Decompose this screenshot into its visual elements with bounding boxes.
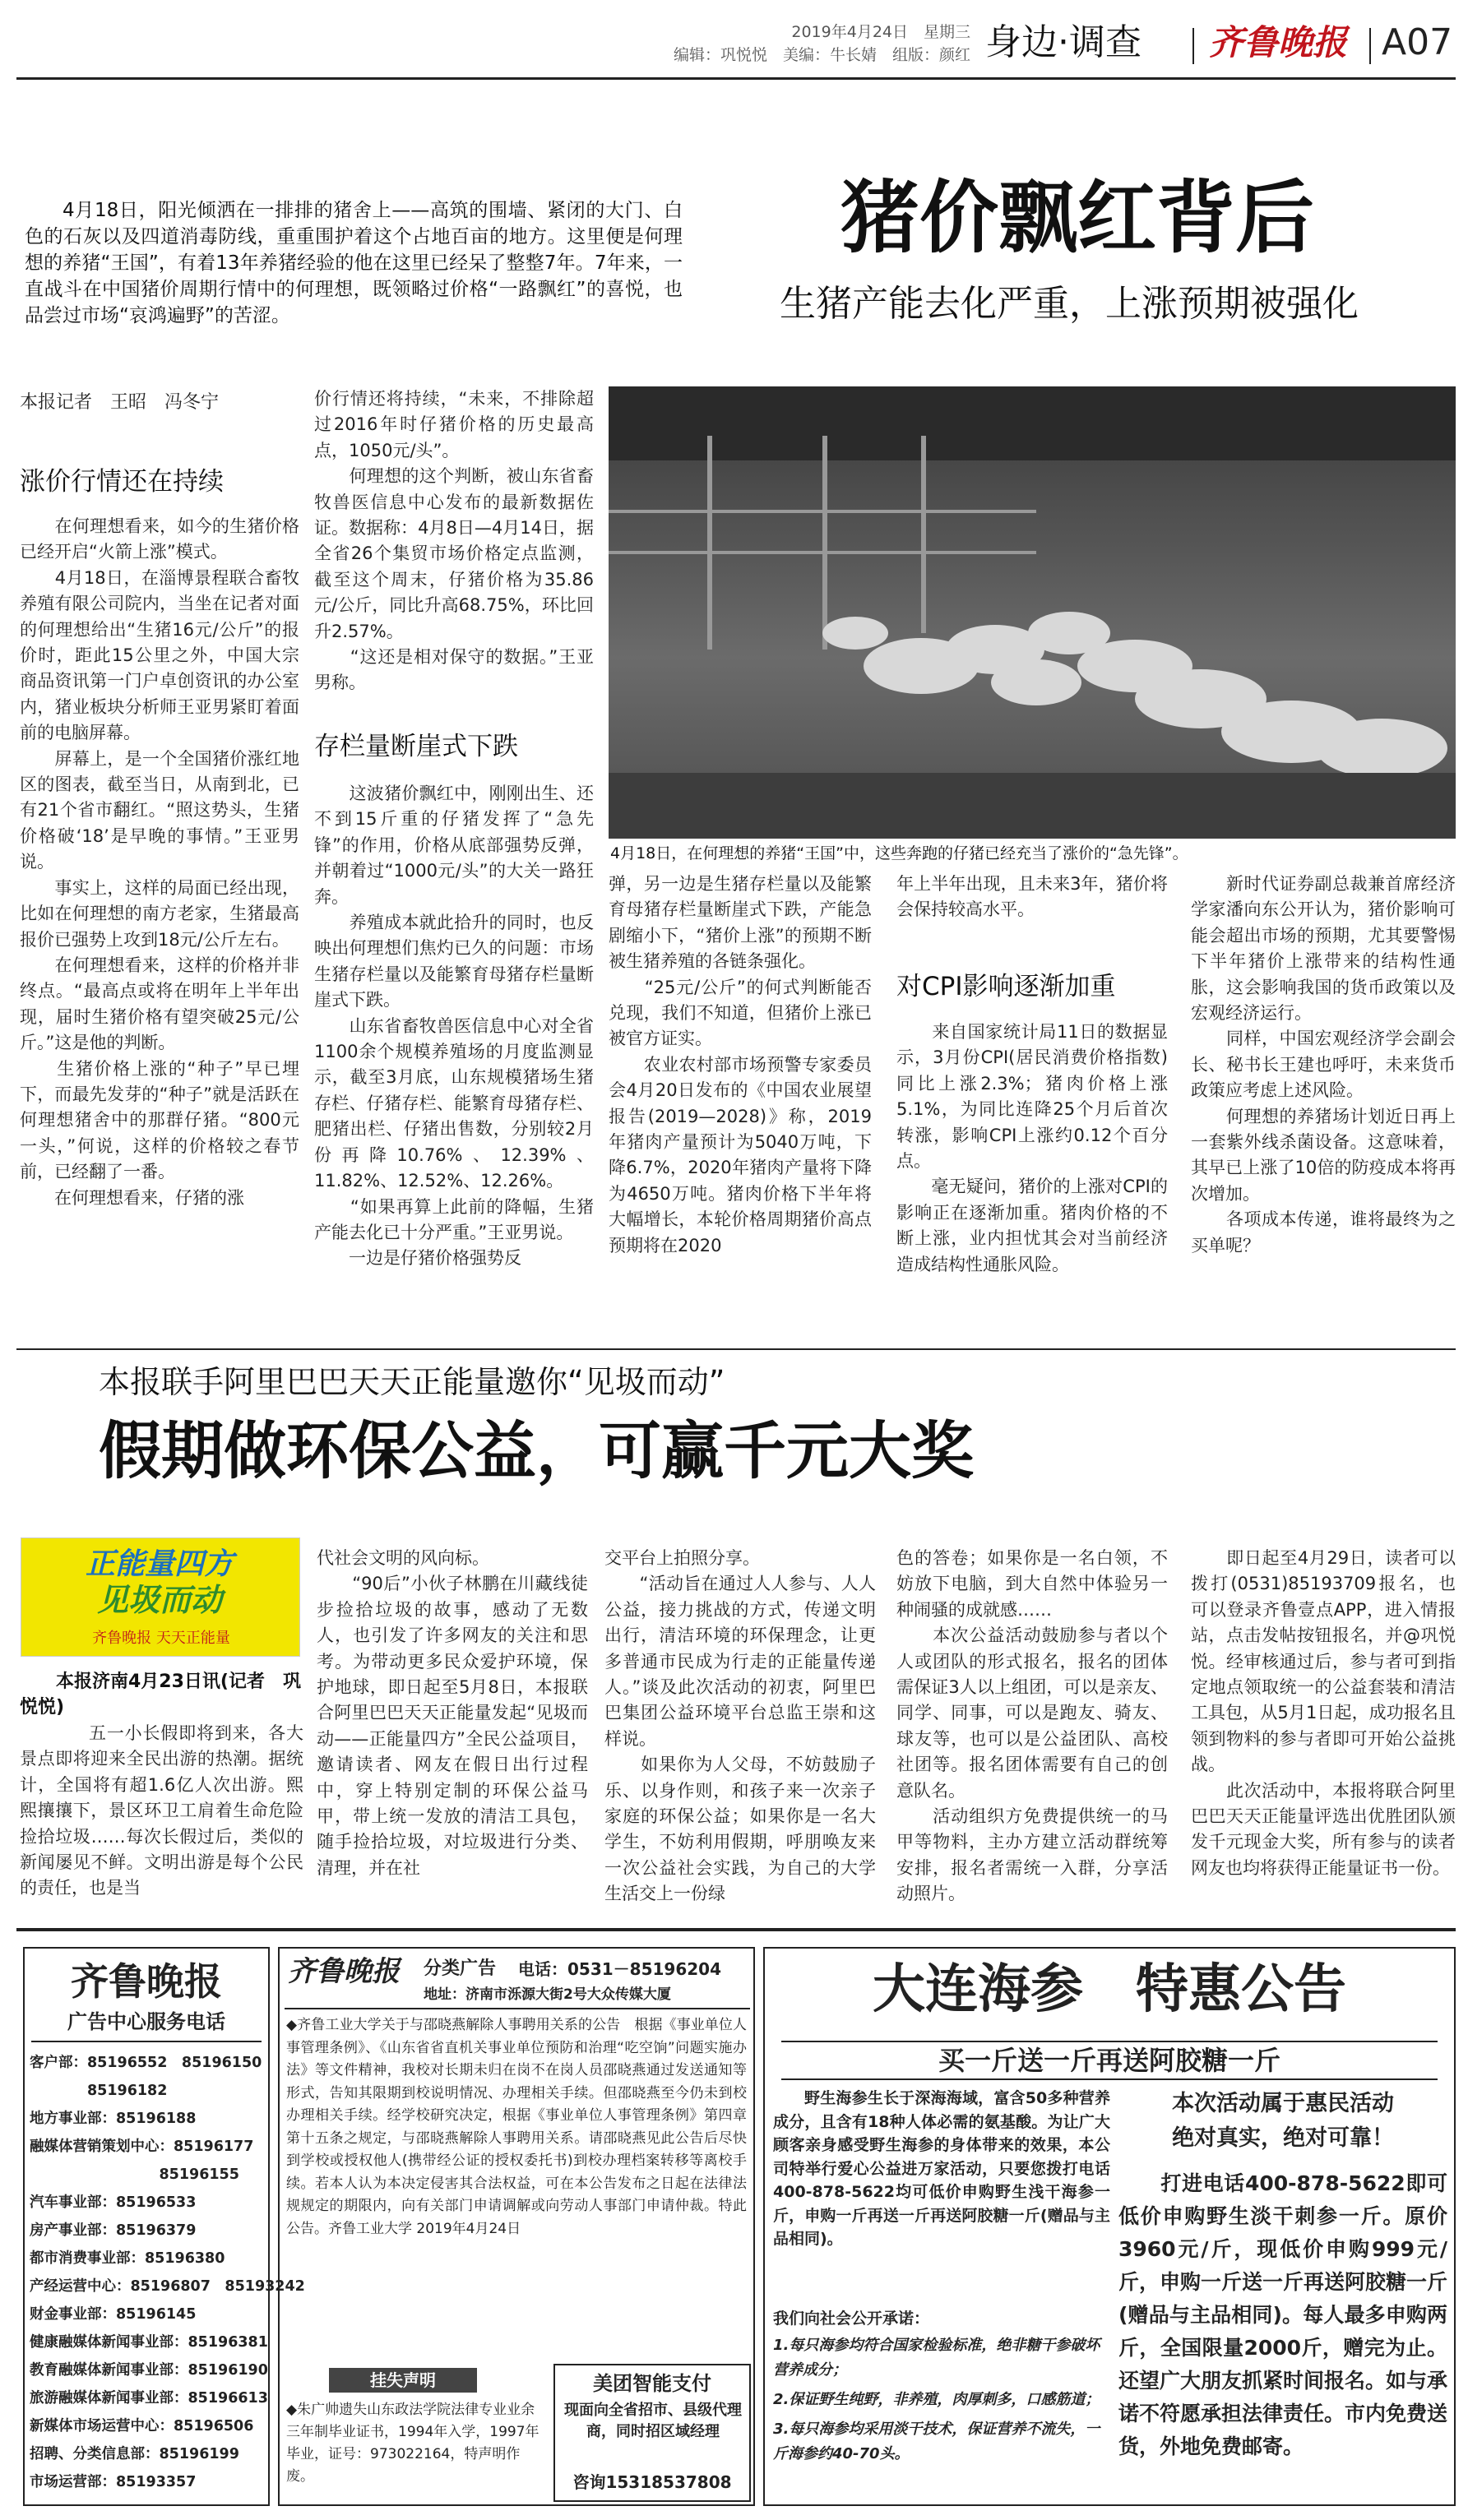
article-column-4a: 年上半年出现，且未来3年，猪价将会保持较高水平。 [896,874,1168,920]
ad2-address: 地址：济南市泺源大街2号大众传媒大厦 [424,1986,671,2003]
byline: 本报记者 王昭 冯冬宁 [20,392,220,413]
ad2-meituan-text: 现面向全省招市、县级代理商，同时招区域经理 [564,2402,742,2440]
ad-sea-cucumber [763,1947,1456,2506]
mid-column-4: 色的答卷；如果你是一名白领，不妨放下电脑，到大自然中体验另一种闹骚的成就感…… 本次公益活动鼓励参与者以个人或团队的形式报名，报名的团体需保证3人以上组团，可以是亲友、同学、同事，可以是跑友、骑友、球友等，也可以是公益团队、高校社团等。报名团体需要有自己的创意队名。 活动组织方免费提供统一的马甲等物料，主办方建立活动群统筹安排，报名者需统一入群，分享活动照片。 [896,1548,1168,1904]
subhead-stock-drop: 存栏量断崖式下跌 [314,732,518,761]
ad1-phone-row: 市场运营部：85193357 [30,2474,197,2490]
ad1-phone-row: 教育融媒体新闻事业部：85196190 [30,2362,268,2379]
editors-credit: 编辑：巩悦悦 美编：牛长婧 组版：颜红 [673,46,970,64]
ad1-phone-row: 都市消费事业部：85196380 [30,2250,225,2267]
pig-farm-photo [609,386,1456,839]
ad3-right-body: 打进电话400-878-5622即可低价申购野生淡干刺参一斤。原价3960元/斤，现低价申购999元/斤，申购一斤送一斤再送阿胶糖一斤(赠品与主品相同)。每人最多申购两斤，全国限量2000斤，赠完为止。还望广大朋友抓紧时间报名。如与承诺不符愿承担法律责任。市内免费送货，外地免费邮寄。 [1118,2171,1448,2458]
ad3-title: 大连海参 特惠公告 [873,1959,1346,2020]
ad2-meituan-title: 美团智能支付 [593,2372,711,2395]
article-column-1: 在何理想看来，如今的生猪价格已经开启“火箭上涨”模式。 4月18日，在淄博景程联合畜牧养殖有限公司院内，当坐在记者对面的何理想给出“生猪16元/公斤”的报价时，距此15公里之外，中国大宗商品资讯第一门户卓创资讯的办公室内，猪业板块分析师王亚男紧盯着面前的电脑屏幕。 屏幕上，是一个全国猪价涨红地区的图表，截至当日，从南到北，已有21个省市翻红。“照这势头，生猪价格破‘18’是早晚的事情。”王亚男说。 事实上，这样的局面已经出现，比如在何理想的南方老家，生猪最高报价已强势上攻到18元/公斤左右。 在何理想看来，这样的价格并非终点。“最高点或将在明年上半年出现，届时生猪价格有望突破25元/公斤。”这是他的判断。 生猪价格上涨的“种子”早已埋下，而最先发芽的“种子”就是活跃在何理想猪舍中的那群仔猪。“800元一头，”何说，这样的价格较之春节前，已经翻了一番。 在何理想看来，仔猪的涨 [20,516,299,1208]
mid-column-5: 即日起至4月29日，读者可以拨打(0531)85193709报名，也可以登录齐鲁壹点APP，进入情报站，点击发帖按钮报名，并@巩悦悦。经审核通过后，参与者可到指定地点领取统一的公益套装和清洁工具包，从5月1日起，成功报名且领到物料的参与者即可开始公益挑战。 此次活动中，本报将联合阿里巴巴天天正能量评选出优胜团队颁发千元现金大奖，所有参与的读者网友也均将获得正能量证书一份。 [1191,1548,1456,1878]
subheadline: 生猪产能去化严重，上涨预期被强化 [780,283,1359,325]
article-column-2b: 这波猪价飘红中，刚刚出生、还不到15斤重的仔猪发挥了“急先锋”的作用，价格从底部强势反弹，并朝着过“1000元/头”的大关一路狂奔。 养殖成本就此拾升的同时，也反映出何理想们焦灼已久的问题：市场生猪存栏量以及能繁育母猪存栏量断崖式下跌。 山东省畜牧兽医信息中心对全省1100余个规模养殖场的月度监测显示，截至3月底，山东规模猪场生猪存栏、仔猪存栏、能繁育母猪存栏、肥猪出栏、仔猪出售数，分别较2月份再降10.76%、12.39%、11.82%、12.52%、12.26%。 “如果再算上此前的降幅，生猪产能去化已十分严重。”王亚男说。 一边是仔猪价格强势反 [314,784,594,1269]
ad3-intro: 野生海参生长于深海海域，富含50多种营养成分，且含有18种人体必需的氨基酸。为让广大顾客亲身感受野生海参的身体带来的效果，本公司特举行爱心公益进万家活动，只要您拨打电话400-878-5622均可低价申购野生浅干海参一斤，申购一斤再送一斤再送阿胶糖一斤(赠品与主品相同)。 [773,2089,1110,2248]
mid-headline: 假期做环保公益，可赢千元大奖 [99,1414,974,1487]
subhead-cpi: 对CPI影响逐渐加重 [896,972,1116,1001]
ad2-phone: 电话：0531－85196204 [518,1959,721,1979]
ad2-notice: ◆齐鲁工业大学关于与邵晓燕解除人事聘用关系的公告 根据《事业单位人事管理条例》、《山东省省直机关事业单位预防和治理“吃空饷”问题实施办法》等文件精神，我校对长期未归在岗不在岗人员邵晓燕通过发送通知等形式，告知其限期到校说明情况、办理相关手续。但邵晓燕至今仍未到校办理相关手续。经学校研究决定，根据《事业单位人事管理条例》第四章第十五条之规定，与邵晓燕解除人事聘用关系。请邵晓燕见此公告后尽快到学校或授权他人(携带经公证的授权委托书)到校办理档案转移等离校手续。若本人认为本决定侵害其合法权益，可在本公告发布之日起在法律法规规定的期限内，向有关部门申请调解或向劳动人事部门申请仲裁。特此公告。齐鲁工业大学 2019年4月24日 [286,2017,747,2237]
mid-column-2: 代社会文明的风向标。 “90后”小伙子林鹏在川藏线徒步捡拾垃圾的故事，感动了无数人，也引发了许多网友的关注和思考。为带动更多民众爱护环境，保护地球，即日起至5月8日，本报联合阿里巴巴天天正能量发起“见圾而动——正能量四方”全民公益项目，邀请读者、网友在假日出行过程中，穿上特别定制的环保公益马甲，带上统一发放的清洁工具包，随手捡拾垃圾，对垃圾进行分类、清理，并在社 [317,1548,588,1878]
campaign-logo-main: 正能量四方 [85,1547,234,1581]
ad1-title: 齐鲁晚报 [71,1959,222,2004]
ad3-promise-title: 我们向社会公开承诺： [773,2310,930,2328]
ad-classifieds [278,1947,755,2506]
ads-divider [16,1928,1456,1931]
article-column-5: 新时代证券副总裁兼首席经济学家潘向东公开认为，猪价影响可能会超出市场的预期，尤其要警惕下半年猪价上涨带来的结构性通胀，这会影响我国的货币政策以及宏观经济运行。 同样，中国宏观经济学会副会长、秘书长王建也呼吁，未来货币政策应考虑上述风险。 何理想的养猪场计划近日再上一套紫外线杀菌设备。这意味着，其早已上涨了10倍的防疫成本将再次增加。 各项成本传递，谁将最终为之买单呢？ [1191,874,1456,1255]
ad3-promises [773,2333,1110,2471]
ad1-phone-row: 客户部：85196552 85196150 [30,2055,262,2071]
ad2-meituan-box [553,2364,751,2502]
ad2-lost-notice: ◆朱广帅遗失山东政法学院法律专业业余三年制毕业证书，1994年入学，1997年毕业，证号：973022164，特声明作废。 [286,2402,540,2485]
ad3-promise-item: 2.保证野生纯野，非养殖，肉厚刺多，口感筋道； [773,2391,1100,2408]
ad-service-phones [23,1947,305,2506]
campaign-logo-footer: 齐鲁晚报 天天正能量 [92,1630,230,1647]
ad2-meituan-phone: 咨询15318537808 [572,2472,732,2492]
headline: 猪价飘红背后 [841,172,1314,264]
ad1-phone-row: 85196155 [30,2166,239,2183]
header-rule [16,77,1456,80]
ad1-phone-row: 地方事业部：85196188 [30,2111,197,2127]
ad2-brand: 齐鲁晚报 [288,1955,400,1988]
photo-illustration [609,386,1456,839]
ad3-band: 买一斤送一斤再送阿胶糖一斤 [781,2041,1438,2080]
ad1-phone-row: 房产事业部：85196379 [30,2222,197,2239]
section-title: 身边·调查 [985,21,1142,63]
ad1-phone-list [30,2049,305,2496]
ad1-phone-row: 新媒体市场运营中心：85196506 [30,2418,254,2434]
ad3-promise-item: 1.每只海参均符合国家检验标准，绝非糖干参破坏营养成分； [773,2337,1100,2379]
subhead-price-trend: 涨价行情还在持续 [20,467,224,497]
ad2-lost-header: 挂失声明 [329,2368,477,2393]
ad1-phone-row: 融媒体营销策划中心：85196177 [30,2139,254,2155]
header-divider [1192,28,1194,64]
ad1-phone-row: 财金事业部：85196145 [30,2306,197,2323]
ad3-right-title: 本次活动属于惠民活动 绝对真实，绝对可靠！ [1172,2091,1394,2151]
article-column-3: 弹，另一边是生猪存栏量以及能繁育母猪存栏量断崖式下跌，产能急剧缩小下，“猪价上涨”的预期不断被生猪养殖的各链条强化。 “25元/公斤”的何式判断能否兑现，我们不知道，但猪价上涨已被官方证实。 农业农村部市场预警专家委员会4月20日发布的《中国农业展望报告(2019—2028)》称，2019年猪肉产量预计为5040万吨，下降6.7%，2020年猪肉产量将下降为4650万吨。猪肉价格下半年将大幅增长，本轮价格周期猪价高点预期将在2020 [609,874,872,1255]
ad1-phone-row: 健康融媒体新闻事业部：85196381 [30,2334,268,2351]
issue-date: 2019年4月24日 星期三 [791,23,970,41]
header-divider-2 [1369,28,1371,64]
article-column-4b: 来自国家统计局11日的数据显示，3月份CPI(居民消费价格指数)同比上涨2.3%；猪肉价格上涨5.1%，为同比连降25个月后首次转涨，影响CPI上涨约0.12个百分点。 毫无疑问，猪价的上涨对CPI的影响正在逐渐加重。猪肉价格的不断上涨，业内担忧其会对当前经济造成结构性通胀风险。 [896,1022,1168,1274]
lead-paragraph: 4月18日，阳光倾洒在一排排的猪舍上——高筑的围墙、紧闭的大门、白色的石灰以及四道消毒防线，重重围护着这个占地百亩的地方。这里便是何理想的养猪“王国”，有着13年养猪经验的他在这里已经呆了整整7年。7年来，一直战斗在中国猪价周期行情中的何理想，既领略过价格“一路飘红”的喜悦，也品尝过市场“哀鸿遍野”的苦涩。 [25,200,683,326]
mid-dateline: 本报济南4月23日讯(记者 巩悦悦) [20,1672,301,1718]
campaign-logo-sub: 见圾而动 [96,1582,222,1618]
story-divider [16,1348,1456,1350]
mid-column-1: 五一小长假即将到来，各大景点即将迎来全民出游的热潮。据统计，全国将有超1.6亿人次出游。熙熙攘攘下，景区环卫工肩着生命危险捡拾垃圾……每次长假过后，类似的新闻屡见不鲜。文明出游是每个公民的责任，也是当 [20,1723,303,1898]
ad3-promise-item: 3.每只海参均采用淡干技术，保证营养不流失，一斤海参约40-70头。 [773,2421,1100,2462]
brand-logo: 齐鲁晚报 [1209,22,1348,62]
ad2-label: 分类广告 [424,1958,497,1979]
mid-kicker: 本报联手阿里巴巴天天正能量邀你“见圾而动” [99,1364,725,1400]
ad1-phone-row: 旅游融媒体新闻事业部：85196613 [30,2390,268,2407]
ad1-phone-row: 85196182 [30,2083,168,2099]
mid-column-3: 交平台上拍照分享。 “活动旨在通过人人参与、人人公益，接力挑战的方式，传递文明出行，清洁环境的环保理念，让更多普通市民成为行走的正能量传递人。”谈及此次活动的初衷，阿里巴巴集团公益环境平台总监王崇和这样说。 如果你为人父母，不妨鼓励子乐、以身作则，和孩子来一次亲子家庭的环保公益；如果你是一名大学生，不妨利用假期，呼朋唤友来一次公益社会实践，为自己的大学生活交上一份绿 [604,1548,876,1904]
ad1-phone-row: 汽车事业部：85196533 [30,2194,197,2211]
ad1-subtitle: 广告中心服务电话 [67,2010,225,2033]
ad1-phone-row: 产经运营中心：85196807 85193242 [30,2278,305,2295]
photo-caption: 4月18日，在何理想的养猪“王国”中，这些奔跑的仔猪已经充当了涨价的“急先锋”。 [610,844,1188,862]
article-column-2a: 价行情还将持续，“未来，不排除超过2016年时仔猪价格的历史最高点，1050元/头”。 何理想的这个判断，被山东省畜牧兽医信息中心发布的最新数据佐证。数据称：4月8日—4月14日，据全省26个集贸市场价格定点监测，截至这个周末，仔猪价格为35.86元/公斤，同比升高68.75%，环比回升2.57%。 “这还是相对保守的数据。”王亚男称。 [314,389,594,693]
ad2-rule [285,2008,750,2009]
page-number: A07 [1382,21,1453,63]
ad1-rule [31,2041,262,2042]
campaign-logo [21,1537,300,1657]
ad1-phone-row: 招聘、分类信息部：85196199 [30,2446,239,2462]
